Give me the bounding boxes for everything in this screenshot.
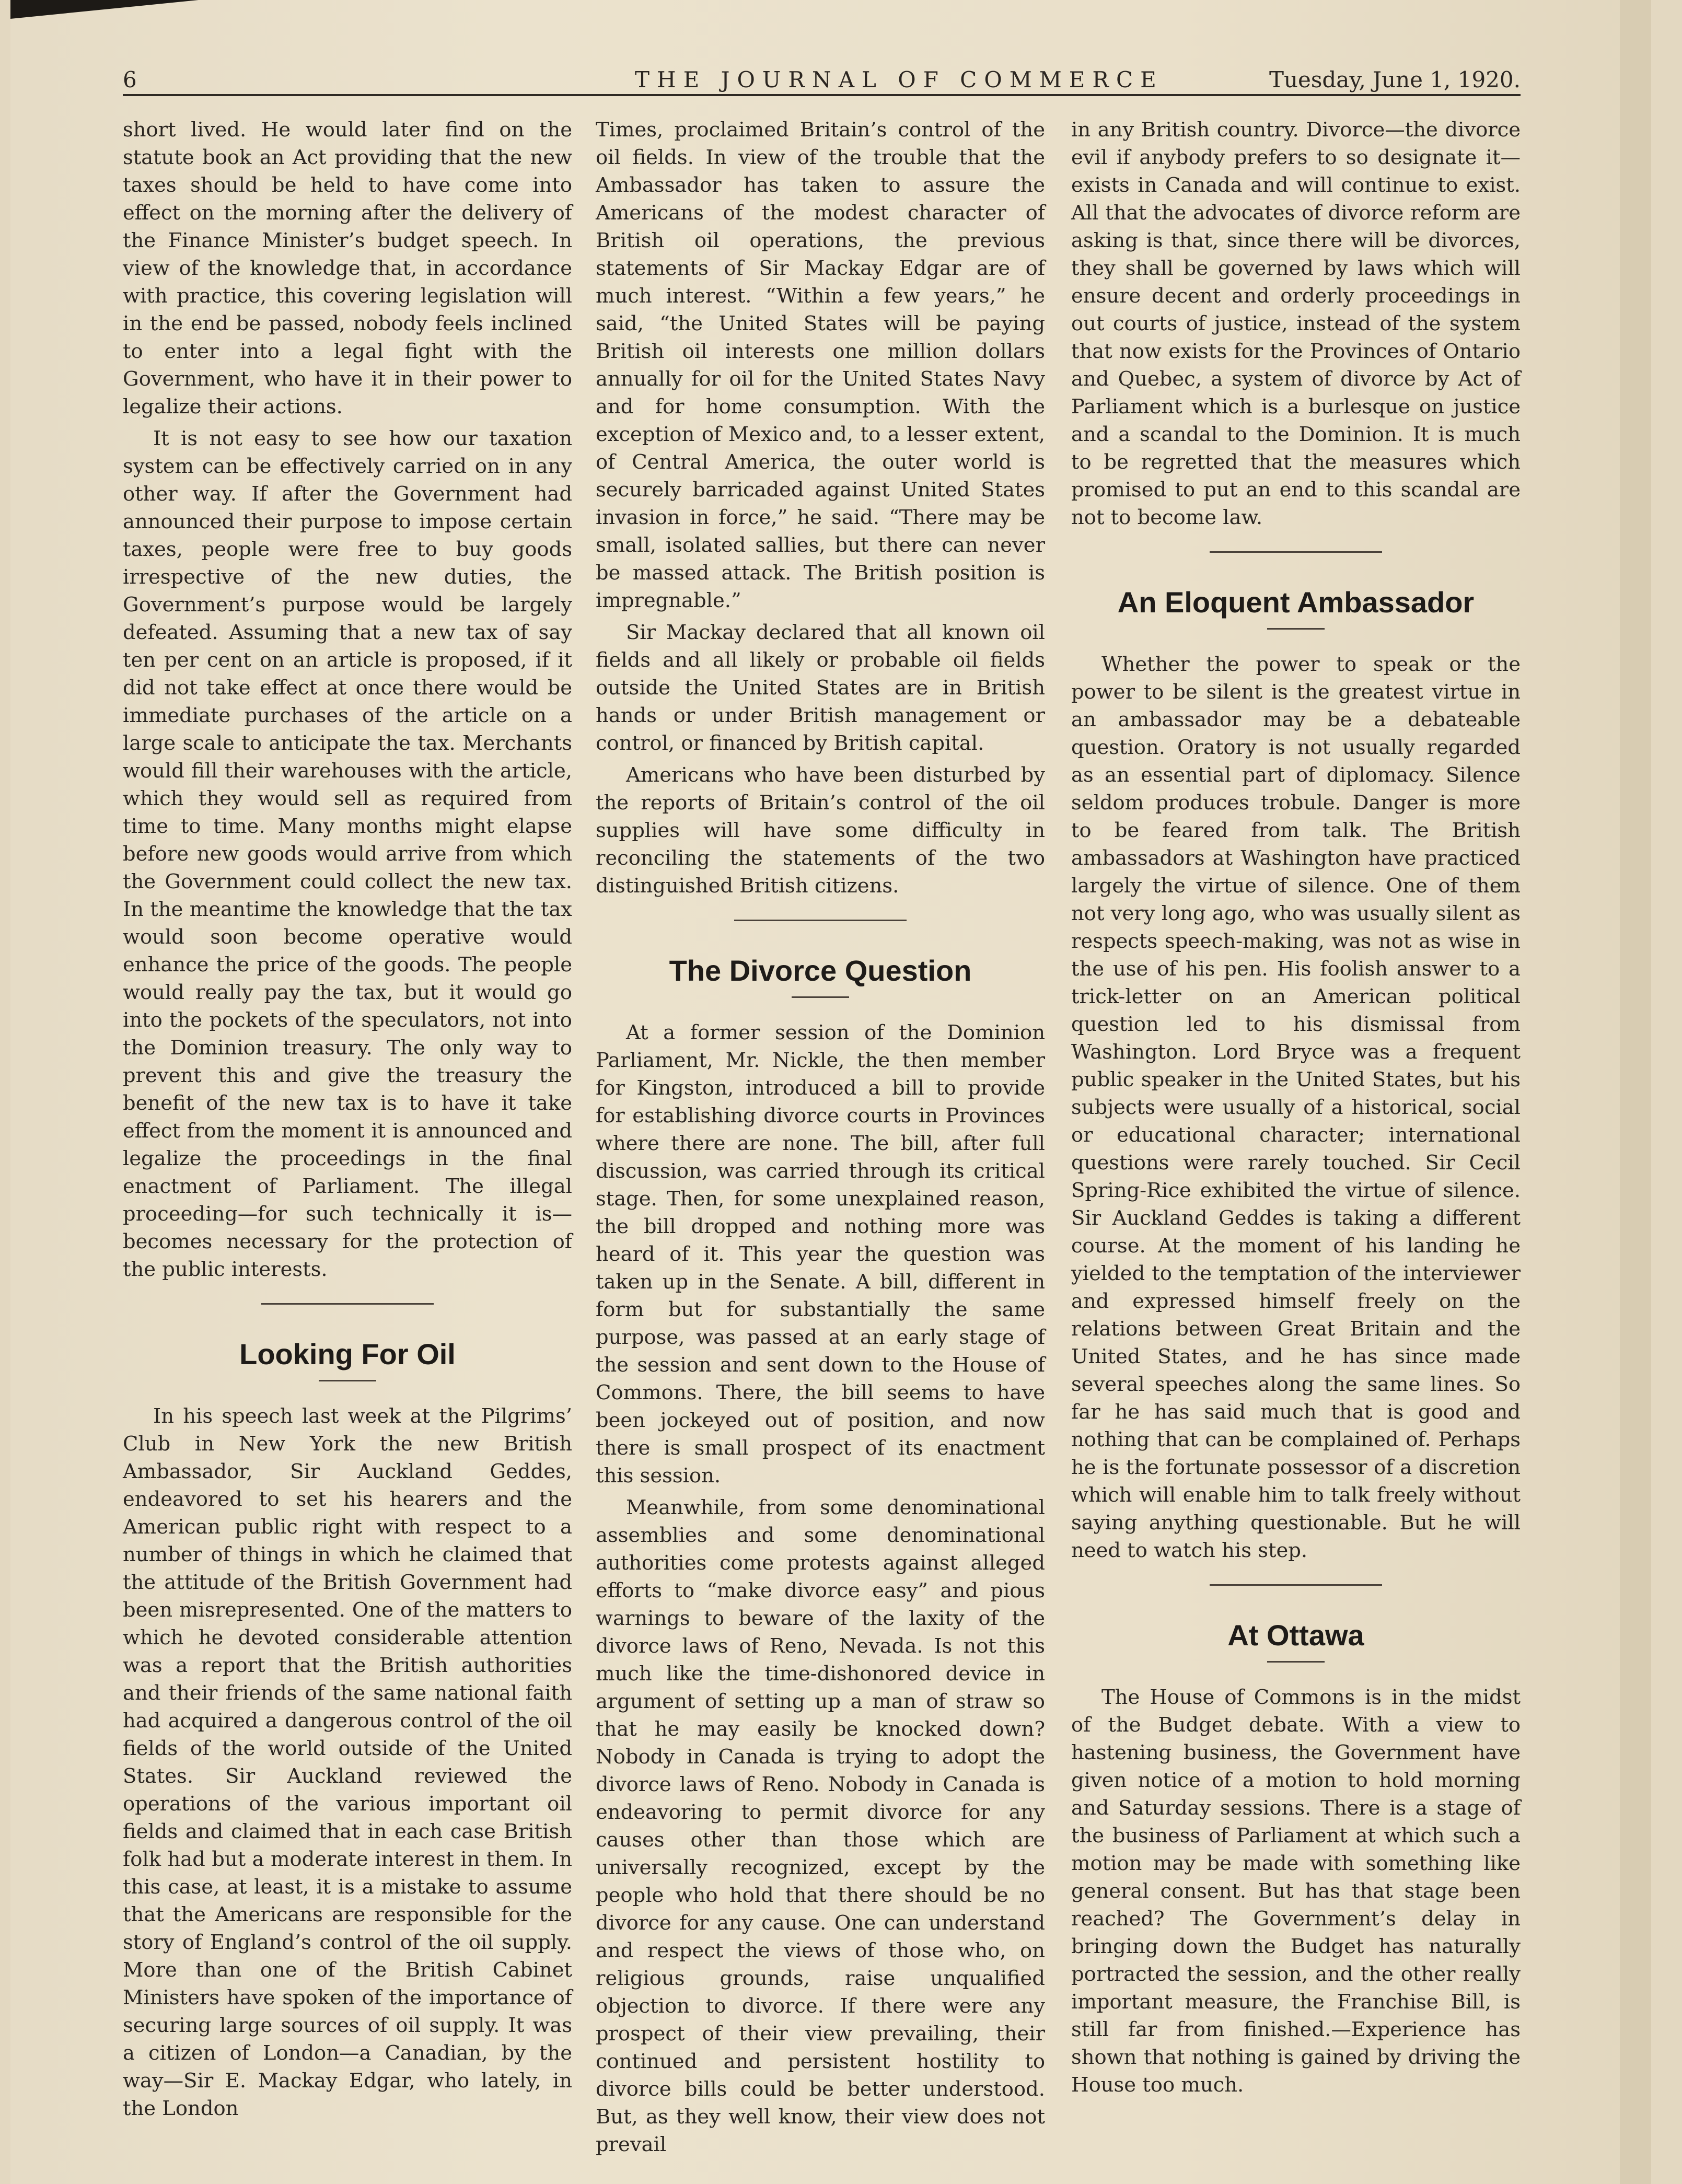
headline-looking-for-oil: Looking For Oil [239, 1338, 456, 1370]
article-paragraph: Sir Mackay declared that all known oil fields and all likely or probable oil fields outside the United States are in British hands or under British management or control, or financed by British capital. [596, 621, 1045, 755]
section-divider [1210, 551, 1382, 553]
section-divider [1210, 1584, 1382, 1586]
torn-corner [10, 0, 199, 19]
page-number: 6 [123, 67, 138, 92]
article-paragraph: in any British country. Divorce—the divorce evil if anybody prefers to so designate it—exists in Canada and will continue to exist. All that the advocates of divorce reform are asking is that, since there will be divorces, they shall be governed by laws which will ensure decent and orderly proceedings in out courts of justice, instead of the system that now exists for the Provinces of Ontario and Quebec, a system of divorce by Act of Parliament which is a burlesque on justice and a scandal to the Dominion. It is much to be regretted that the measures which promised to put an end to this scandal are not to become law. [1071, 118, 1521, 529]
issue-date: Tuesday, June 1, 1920. [1269, 67, 1521, 92]
column-2 [596, 116, 1045, 2163]
article-paragraph: Americans who have been disturbed by the reports of Britain’s control of the oil supplies will have some difficulty in reconciling the statements of the two distinguished British citizens. [596, 763, 1045, 898]
page-edge [1620, 0, 1651, 2184]
column-1 [123, 116, 572, 2127]
page-header [123, 63, 1521, 94]
section-divider [261, 1303, 434, 1305]
article-paragraph: Whether the power to speak or the power to be silent is the greatest virtue in an ambassador may be a debateable question. Oratory is not usually regarded as an essential part of diplomacy. Silence seldom produces trobule. Danger is more to be feared from talk. The British ambassadors at Washington have practiced largely the virtue of silence. One of them not very long ago, who was usually silent as respects speech-making, was not as wise in the use of his pen. His foolish answer to a trick-letter on an American political question led to his dismissal from Washington. Lord Bryce was a frequent public speaker in the United States, but his subjects were usually of a historical, social or educational character; international questions were rarely touched. Sir Cecil Spring-Rice exhibited the virtue of silence. Sir Auckland Geddes is taking a different course. At the moment of his landing he yielded to the temptation of the interviewer and expressed himself freely on the relations between Great Britain and the United States, and he has since made several speeches along the same lines. So far he has said much that is good and nothing that can be complained of. Perhaps he is the fortunate possessor of a discretion which will enable him to talk freely without saying anything questionable. But he will need to watch his step. [1071, 653, 1521, 1562]
article-paragraph: Meanwhile, from some denominational assemblies and some denominational authorities come protests against alleged efforts to “make divorce easy” and pious warnings to beware of the laxity of the divorce laws of Reno, Nevada. Is not this much like the time-dishonored device in argument of setting up a man of straw so that he may easily be knocked down? Nobody in Canada is trying to adopt the divorce laws of Reno. Nobody in Canada is endeavoring to permit divorce for any causes other than those which are universally recognized, except by the people who hold that there should be no divorce for any cause. One can understand and respect the views of those who, on religious grounds, raise unqualified objection to divorce. If there were any prospect of their view prevailing, their continued and persistent hostility to divorce bills could be better understood. But, as they well know, their view does not prevail [596, 1496, 1045, 2156]
column-3 [1071, 116, 1521, 2103]
publication-title: THE JOURNAL OF COMMERCE [635, 67, 1164, 92]
section-divider [734, 920, 907, 921]
newspaper-page [10, 0, 1651, 2184]
headline-underline [1267, 1661, 1325, 1663]
headline-divorce-question: The Divorce Question [669, 954, 972, 987]
headline-at-ottawa: At Ottawa [1227, 1619, 1364, 1652]
article-paragraph: short lived. He would later find on the statute book an Act providing that the new taxes should be held to have come into effect on the morning after the delivery of the Finance Minister’s budget speech. In view of the knowledge that, in accordance with practice, this covering legislation will in the end be passed, nobody feels inclined to enter into a legal fight with the Government, who have it in their power to legalize their actions. [123, 118, 572, 419]
article-paragraph: In his speech last week at the Pilgrims’ Club in New York the new British Ambassador, Sir Auckland Geddes, endeavored to set his hearers and the American public right with respect to a number of things in which he claimed that the attitude of the British Government had been misrepresented. One of the matters to which he devoted considerable attention was a report that the British authorities and their friends of the same national faith had acquired a dangerous control of the oil fields of the world outside of the United States. Sir Auckland reviewed the operations of the various important oil fields and claimed that in each case British folk had but a moderate interest in them. In this case, at least, it is a mistake to assume that the Americans are responsible for the story of England’s control of the oil supply. More than one of the British Cabinet Ministers have spoken of the importance of securing large sources of oil supply. It was a citizen of London—a Canadian, by the way—Sir E. Mackay Edgar, who lately, in the London [123, 1404, 572, 2120]
headline-eloquent-ambassador: An Eloquent Ambassador [1117, 586, 1475, 619]
article-paragraph: The House of Commons is in the midst of the Budget debate. With a view to hastening business, the Government have given notice of a motion to hold morning and Saturday sessions. There is a stage of the business of Parliament at which such a motion may be made with something like general consent. But has that stage been reached? The Government’s delay in bringing down the Budget has naturally portracted the session, and the other really important measure, the Franchise Bill, is still far from finished.—Experience has shown that nothing is gained by driving the House too much. [1071, 1686, 1521, 2097]
article-paragraph: It is not easy to see how our taxation system can be effectively carried on in any other way. If after the Government had announced their purpose to impose certain taxes, people were free to buy goods irrespective of the new duties, the Government’s purpose would be largely defeated. Assuming that a new tax of say ten per cent on an article is proposed, if it did not take effect at once there would be immediate purchases of the article on a large scale to anticipate the tax. Merchants would fill their warehouses with the article, which they would sell as required from time to time. Many months might elapse before new goods would arrive from which the Government could collect the new tax. In the meantime the knowledge that the tax would soon become operative would enhance the price of the goods. The people would really pay the tax, but it would go into the pockets of the speculators, not into the Dominion treasury. The only way to prevent this and give the treasury the benefit of the new tax is to have it take effect from the moment it is announced and legalize the proceedings in the final enactment of Parliament. The illegal proceeding—for such technically it is—becomes necessary for the protection of the public interests. [123, 427, 572, 1281]
article-paragraph: At a former session of the Dominion Parliament, Mr. Nickle, the then member for Kingston, introduced a bill to provide for establishing divorce courts in Provinces where there are none. The bill, after full discussion, was carried through its critical stage. Then, for some unexplained reason, the bill dropped and nothing more was heard of it. This year the question was taken up in the Senate. A bill, different in form but for substantially the same purpose, was passed at an early stage of the session and sent down to the House of Commons. There, the bill seems to have been jockeyed out of position, and now there is small prospect of its enactment this session. [596, 1021, 1045, 1488]
headline-underline [319, 1380, 376, 1381]
headline-underline [792, 996, 849, 998]
header-rule [123, 94, 1521, 96]
headline-underline [1267, 628, 1325, 630]
article-paragraph: Times, proclaimed Britain’s control of the oil fields. In view of the trouble that the Ambassador has taken to assure the Americans of the modest character of British oil operations, the previous statements of Sir Mackay Edgar are of much interest. “Within a few years,” he said, “the United States will be paying British oil interests one million dollars annually for oil for the United States Navy and for home consumption. With the exception of Mexico and, to a lesser extent, of Central America, the outer world is securely barricaded against United States invasion in force,” he said. “There may be small, isolated sallies, but there can never be massed attack. The British position is impregnable.” [596, 118, 1045, 612]
